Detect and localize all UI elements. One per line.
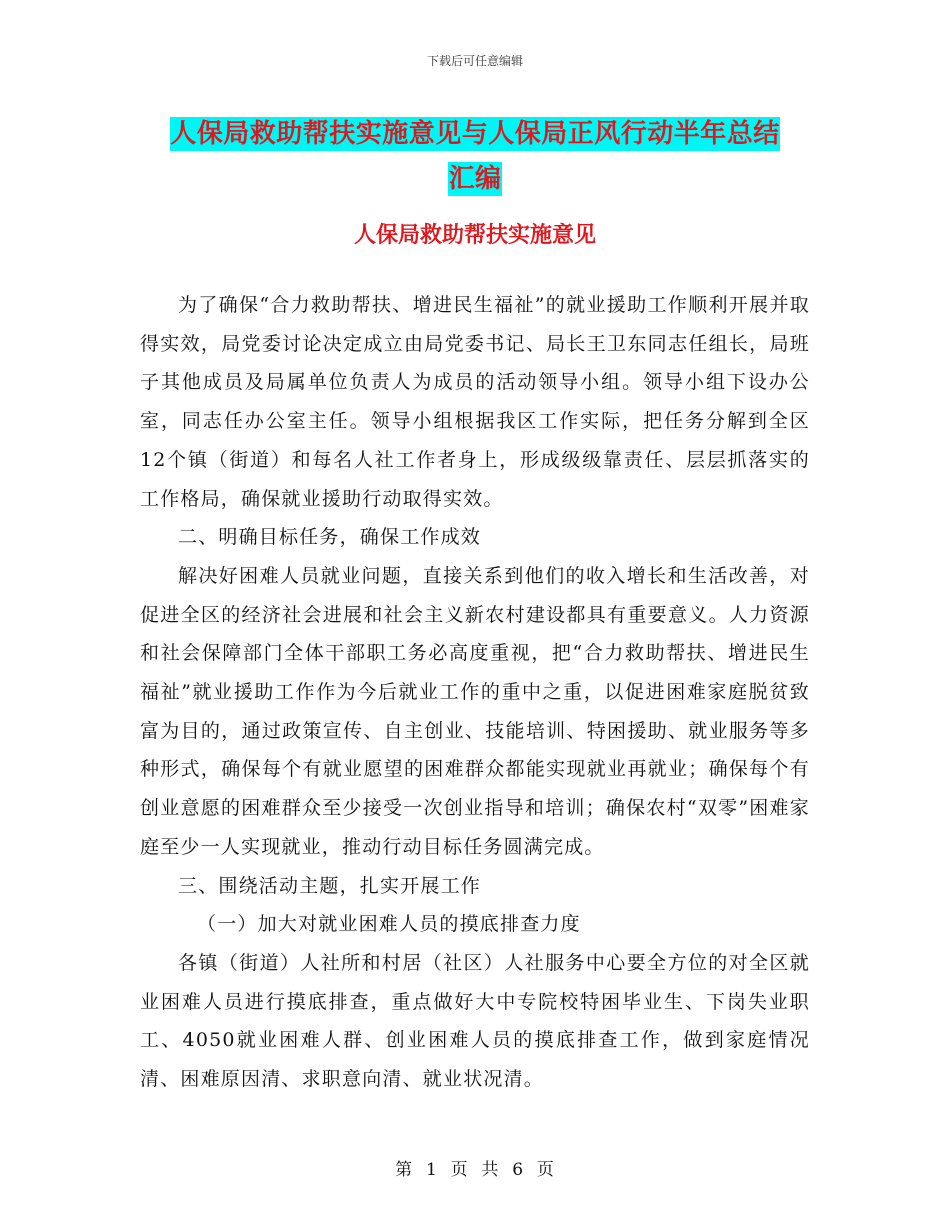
footer-prefix: 第 xyxy=(395,1160,414,1180)
section-heading: 二、明确目标任务，确保工作成效 xyxy=(178,526,482,549)
section-heading: 三、围绕活动主题，扎实开展工作 xyxy=(178,874,482,897)
document-body xyxy=(140,286,810,1099)
main-title-line1: 人保局救助帮扶实施意见与人保局正风行动半年总结 xyxy=(170,119,780,149)
footer-total-label: 共 xyxy=(481,1160,500,1180)
footer-page-label: 页 xyxy=(450,1160,469,1180)
current-page-number: 1 xyxy=(425,1160,438,1180)
total-page-count: 6 xyxy=(512,1160,525,1180)
header-note: 下载后可任意编辑 xyxy=(426,54,523,68)
section-title: 人保局救助帮扶实施意见 xyxy=(353,222,596,248)
main-title-line2: 汇编 xyxy=(448,164,502,194)
subsection-heading: （一）加大对就业困难人员的摸底排查力度 xyxy=(197,913,581,936)
footer-suffix: 页 xyxy=(536,1160,555,1180)
main-title xyxy=(140,112,810,202)
paragraph: 解决好困难人员就业问题，直接关系到他们的收入增长和生活改善，对促进全区的经济社会进展和社会主义新农村建设都具有重要意义。人力资源和社会保障部门全体干部职工务必高度重视，把“合力救助帮扶、增进民生福祉”就业援助工作作为今后就业工作的重中之重，以促进困难家庭脱贫致富为目的，通过政策宣传、自主创业、技能培训、特困援助、就业服务等多种形式，确保每个有就业愿望的困难群众都能实现就业再就业；确保每个有创业意愿的困难群众至少接受一次创业指导和培训；确保农村“双零”困难家庭至少一人实现就业，推动行动目标任务圆满完成。 xyxy=(140,564,810,858)
paragraph: 各镇（街道）人社所和村居（社区）人社服务中心要全方位的对全区就业困难人员进行摸底排查，重点做好大中专院校特困毕业生、下岗失业职工、4050就业困难人群、创业困难人员的摸底排查工作，做到家庭情况清、困难原因清、求职意向清、就业状况清。 xyxy=(140,951,810,1091)
paragraph: 为了确保“合力救助帮扶、增进民生福祉”的就业援助工作顺利开展并取得实效，局党委讨论决定成立由局党委书记、局长王卫东同志任组长，局班子其他成员及局属单位负责人为成员的活动领导小组。领导小组下设办公室，同志任办公室主任。领导小组根据我区工作实际，把任务分解到全区12个镇（街道）和每名人社工作者身上，形成级级靠责任、层层抓落实的工作格局，确保就业援助行动取得实效。 xyxy=(140,294,810,510)
page-footer xyxy=(0,1155,950,1180)
